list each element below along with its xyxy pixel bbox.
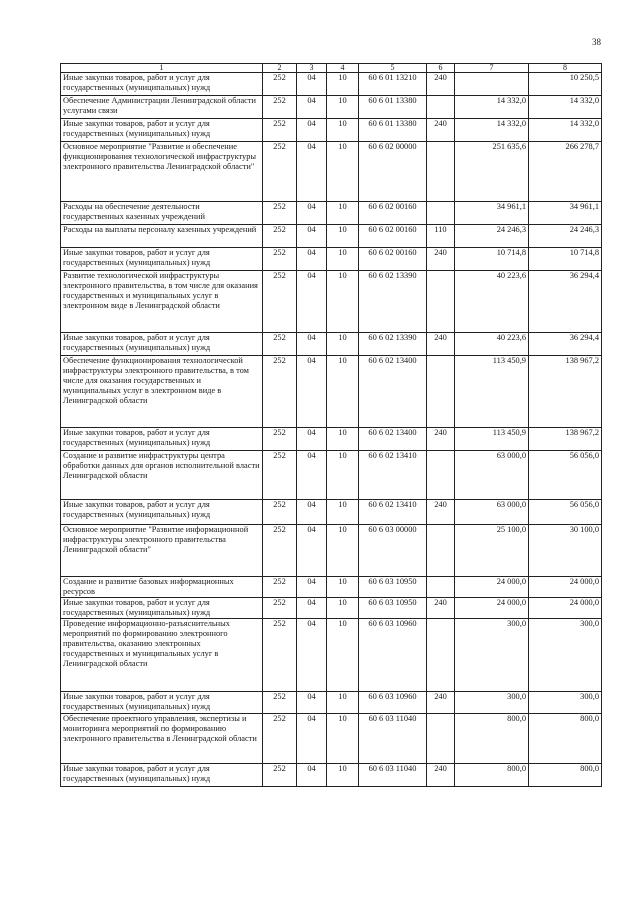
code-section: 04 bbox=[297, 428, 327, 451]
code-expense-type bbox=[427, 577, 455, 598]
amount-year-2: 800,0 bbox=[529, 764, 602, 787]
code-ministry: 252 bbox=[263, 764, 297, 787]
code-section: 04 bbox=[297, 119, 327, 142]
code-expense-type bbox=[427, 142, 455, 202]
code-expense-type: 240 bbox=[427, 692, 455, 714]
row-description: Иные закупки товаров, работ и услуг для государственных (муниципальных) нужд bbox=[61, 500, 263, 525]
table-row bbox=[61, 428, 602, 451]
code-expense-type: 110 bbox=[427, 225, 455, 248]
column-header: 6 bbox=[427, 64, 455, 73]
code-expense-type: 240 bbox=[427, 73, 455, 96]
code-ministry: 252 bbox=[263, 619, 297, 692]
code-target-article: 60 6 02 13400 bbox=[359, 356, 427, 428]
code-expense-type bbox=[427, 525, 455, 577]
amount-year-1: 113 450,9 bbox=[455, 356, 529, 428]
code-target-article: 60 6 03 00000 bbox=[359, 525, 427, 577]
code-ministry: 252 bbox=[263, 451, 297, 500]
column-header: 7 bbox=[455, 64, 529, 73]
code-target-article: 60 6 02 13410 bbox=[359, 451, 427, 500]
row-description: Расходы на выплаты персоналу казенных учреждений bbox=[61, 225, 263, 248]
code-section: 04 bbox=[297, 451, 327, 500]
code-section: 04 bbox=[297, 96, 327, 119]
row-description: Создание и развитие базовых информационных ресурсов bbox=[61, 577, 263, 598]
table-row bbox=[61, 619, 602, 692]
row-description: Основное мероприятие "Развитие и обеспечение функционирования технологической инфраструктуры электронного правительства Ленинградской области" bbox=[61, 142, 263, 202]
code-subsection: 10 bbox=[327, 714, 359, 764]
amount-year-1: 10 714,8 bbox=[455, 248, 529, 271]
code-expense-type: 240 bbox=[427, 428, 455, 451]
code-subsection: 10 bbox=[327, 500, 359, 525]
code-subsection: 10 bbox=[327, 525, 359, 577]
code-ministry: 252 bbox=[263, 525, 297, 577]
table-body bbox=[61, 73, 602, 787]
code-target-article: 60 6 02 00160 bbox=[359, 202, 427, 225]
amount-year-2: 14 332,0 bbox=[529, 96, 602, 119]
code-subsection: 10 bbox=[327, 225, 359, 248]
amount-year-2: 56 056,0 bbox=[529, 451, 602, 500]
code-subsection: 10 bbox=[327, 142, 359, 202]
amount-year-1: 40 223,6 bbox=[455, 271, 529, 333]
amount-year-1: 14 332,0 bbox=[455, 119, 529, 142]
code-expense-type bbox=[427, 271, 455, 333]
amount-year-2: 300,0 bbox=[529, 619, 602, 692]
code-expense-type: 240 bbox=[427, 333, 455, 356]
code-ministry: 252 bbox=[263, 598, 297, 619]
amount-year-1: 300,0 bbox=[455, 619, 529, 692]
row-description: Обеспечение Администрации Ленинградской области услугами связи bbox=[61, 96, 263, 119]
budget-table bbox=[60, 63, 602, 787]
code-subsection: 10 bbox=[327, 271, 359, 333]
code-target-article: 60 6 03 10950 bbox=[359, 577, 427, 598]
row-description: Обеспечение проектного управления, экспертизы и мониторинга мероприятий по формированию электронного правительства в Ленинградской области bbox=[61, 714, 263, 764]
code-expense-type bbox=[427, 714, 455, 764]
code-ministry: 252 bbox=[263, 428, 297, 451]
column-header: 1 bbox=[61, 64, 263, 73]
code-subsection: 10 bbox=[327, 598, 359, 619]
row-description: Иные закупки товаров, работ и услуг для государственных (муниципальных) нужд bbox=[61, 764, 263, 787]
amount-year-2: 10 250,5 bbox=[529, 73, 602, 96]
amount-year-2: 24 000,0 bbox=[529, 577, 602, 598]
code-expense-type bbox=[427, 619, 455, 692]
code-subsection: 10 bbox=[327, 333, 359, 356]
code-subsection: 10 bbox=[327, 451, 359, 500]
code-section: 04 bbox=[297, 500, 327, 525]
code-subsection: 10 bbox=[327, 356, 359, 428]
amount-year-1: 40 223,6 bbox=[455, 333, 529, 356]
code-section: 04 bbox=[297, 356, 327, 428]
amount-year-1: 63 000,0 bbox=[455, 451, 529, 500]
code-target-article: 60 6 03 10960 bbox=[359, 619, 427, 692]
code-ministry: 252 bbox=[263, 142, 297, 202]
table-row bbox=[61, 500, 602, 525]
code-subsection: 10 bbox=[327, 248, 359, 271]
amount-year-1: 24 000,0 bbox=[455, 577, 529, 598]
code-expense-type: 240 bbox=[427, 764, 455, 787]
table-row bbox=[61, 764, 602, 787]
amount-year-2: 266 278,7 bbox=[529, 142, 602, 202]
table-row bbox=[61, 356, 602, 428]
code-section: 04 bbox=[297, 598, 327, 619]
amount-year-2: 300,0 bbox=[529, 692, 602, 714]
table-header-row bbox=[61, 64, 602, 73]
table-row bbox=[61, 577, 602, 598]
table-row bbox=[61, 96, 602, 119]
row-description: Иные закупки товаров, работ и услуг для государственных (муниципальных) нужд bbox=[61, 73, 263, 96]
code-target-article: 60 6 01 13210 bbox=[359, 73, 427, 96]
table-row bbox=[61, 225, 602, 248]
amount-year-2: 14 332,0 bbox=[529, 119, 602, 142]
row-description: Обеспечение функционирования технологической инфраструктуры электронного правительства, в том числе для оказания государственных и муниципальных услуг в электронном виде в Ленинградской области bbox=[61, 356, 263, 428]
table-row bbox=[61, 271, 602, 333]
code-subsection: 10 bbox=[327, 428, 359, 451]
table-row bbox=[61, 119, 602, 142]
row-description: Иные закупки товаров, работ и услуг для государственных (муниципальных) нужд bbox=[61, 119, 263, 142]
code-section: 04 bbox=[297, 142, 327, 202]
code-section: 04 bbox=[297, 692, 327, 714]
amount-year-2: 56 056,0 bbox=[529, 500, 602, 525]
code-expense-type bbox=[427, 202, 455, 225]
amount-year-1: 34 961,1 bbox=[455, 202, 529, 225]
code-target-article: 60 6 03 10960 bbox=[359, 692, 427, 714]
code-section: 04 bbox=[297, 577, 327, 598]
code-subsection: 10 bbox=[327, 96, 359, 119]
amount-year-1: 63 000,0 bbox=[455, 500, 529, 525]
column-header: 2 bbox=[263, 64, 297, 73]
amount-year-2: 138 967,2 bbox=[529, 356, 602, 428]
row-description: Иные закупки товаров, работ и услуг для государственных (муниципальных) нужд bbox=[61, 692, 263, 714]
amount-year-2: 36 294,4 bbox=[529, 333, 602, 356]
code-target-article: 60 6 03 10950 bbox=[359, 598, 427, 619]
code-target-article: 60 6 03 11040 bbox=[359, 764, 427, 787]
code-target-article: 60 6 02 13390 bbox=[359, 271, 427, 333]
code-expense-type bbox=[427, 356, 455, 428]
code-section: 04 bbox=[297, 714, 327, 764]
code-expense-type: 240 bbox=[427, 598, 455, 619]
code-ministry: 252 bbox=[263, 500, 297, 525]
code-section: 04 bbox=[297, 248, 327, 271]
amount-year-1: 251 635,6 bbox=[455, 142, 529, 202]
row-description: Иные закупки товаров, работ и услуг для государственных (муниципальных) нужд bbox=[61, 428, 263, 451]
amount-year-2: 24 000,0 bbox=[529, 598, 602, 619]
row-description: Расходы на обеспечение деятельности государственных казенных учреждений bbox=[61, 202, 263, 225]
code-subsection: 10 bbox=[327, 202, 359, 225]
column-header: 4 bbox=[327, 64, 359, 73]
code-expense-type bbox=[427, 451, 455, 500]
row-description: Проведение информационно-разъяснительных мероприятий по формированию электронного правительства, оказанию электронных государственных и муниципальных услуг в Ленинградской области bbox=[61, 619, 263, 692]
table-row bbox=[61, 692, 602, 714]
code-section: 04 bbox=[297, 525, 327, 577]
code-section: 04 bbox=[297, 619, 327, 692]
column-header: 5 bbox=[359, 64, 427, 73]
row-description: Иные закупки товаров, работ и услуг для государственных (муниципальных) нужд bbox=[61, 598, 263, 619]
code-target-article: 60 6 01 13380 bbox=[359, 119, 427, 142]
code-ministry: 252 bbox=[263, 119, 297, 142]
amount-year-2: 138 967,2 bbox=[529, 428, 602, 451]
code-expense-type: 240 bbox=[427, 248, 455, 271]
amount-year-1: 14 332,0 bbox=[455, 96, 529, 119]
code-section: 04 bbox=[297, 271, 327, 333]
amount-year-1 bbox=[455, 73, 529, 96]
amount-year-2: 36 294,4 bbox=[529, 271, 602, 333]
amount-year-1: 800,0 bbox=[455, 714, 529, 764]
amount-year-1: 113 450,9 bbox=[455, 428, 529, 451]
amount-year-2: 10 714,8 bbox=[529, 248, 602, 271]
code-target-article: 60 6 02 13410 bbox=[359, 500, 427, 525]
code-subsection: 10 bbox=[327, 619, 359, 692]
row-description: Иные закупки товаров, работ и услуг для государственных (муниципальных) нужд bbox=[61, 333, 263, 356]
code-ministry: 252 bbox=[263, 73, 297, 96]
code-ministry: 252 bbox=[263, 225, 297, 248]
code-ministry: 252 bbox=[263, 714, 297, 764]
code-target-article: 60 6 01 13380 bbox=[359, 96, 427, 119]
table-row bbox=[61, 451, 602, 500]
code-ministry: 252 bbox=[263, 271, 297, 333]
row-description: Основное мероприятие "Развитие информационной инфраструктуры электронного правительства Ленинградской области" bbox=[61, 525, 263, 577]
page-number: 38 bbox=[592, 37, 601, 47]
code-ministry: 252 bbox=[263, 202, 297, 225]
amount-year-2: 24 246,3 bbox=[529, 225, 602, 248]
row-description: Иные закупки товаров, работ и услуг для государственных (муниципальных) нужд bbox=[61, 248, 263, 271]
code-target-article: 60 6 03 11040 bbox=[359, 714, 427, 764]
table-row bbox=[61, 202, 602, 225]
row-description: Создание и развитие инфраструктуры центра обработки данных для органов исполнительной власти Ленинградской области bbox=[61, 451, 263, 500]
amount-year-1: 300,0 bbox=[455, 692, 529, 714]
row-description: Развитие технологической инфраструктуры электронного правительства, в том числе для оказания государственных и муниципальных услуг в электронном виде в Ленинградской области bbox=[61, 271, 263, 333]
code-section: 04 bbox=[297, 333, 327, 356]
code-subsection: 10 bbox=[327, 764, 359, 787]
amount-year-1: 24 000,0 bbox=[455, 598, 529, 619]
table-row bbox=[61, 142, 602, 202]
amount-year-1: 25 100,0 bbox=[455, 525, 529, 577]
amount-year-2: 34 961,1 bbox=[529, 202, 602, 225]
code-section: 04 bbox=[297, 764, 327, 787]
code-ministry: 252 bbox=[263, 248, 297, 271]
code-subsection: 10 bbox=[327, 692, 359, 714]
code-expense-type: 240 bbox=[427, 119, 455, 142]
code-ministry: 252 bbox=[263, 333, 297, 356]
table-row bbox=[61, 714, 602, 764]
code-target-article: 60 6 02 13400 bbox=[359, 428, 427, 451]
amount-year-2: 30 100,0 bbox=[529, 525, 602, 577]
code-ministry: 252 bbox=[263, 577, 297, 598]
column-header: 8 bbox=[529, 64, 602, 73]
amount-year-1: 800,0 bbox=[455, 764, 529, 787]
code-section: 04 bbox=[297, 202, 327, 225]
code-section: 04 bbox=[297, 73, 327, 96]
code-ministry: 252 bbox=[263, 96, 297, 119]
table-row bbox=[61, 73, 602, 96]
table-row bbox=[61, 525, 602, 577]
code-expense-type bbox=[427, 96, 455, 119]
table-row bbox=[61, 248, 602, 271]
code-ministry: 252 bbox=[263, 356, 297, 428]
code-target-article: 60 6 02 00160 bbox=[359, 248, 427, 271]
amount-year-1: 24 246,3 bbox=[455, 225, 529, 248]
code-subsection: 10 bbox=[327, 577, 359, 598]
code-target-article: 60 6 02 00160 bbox=[359, 225, 427, 248]
code-subsection: 10 bbox=[327, 119, 359, 142]
table-row bbox=[61, 598, 602, 619]
table-row bbox=[61, 333, 602, 356]
code-section: 04 bbox=[297, 225, 327, 248]
code-target-article: 60 6 02 13390 bbox=[359, 333, 427, 356]
code-target-article: 60 6 02 00000 bbox=[359, 142, 427, 202]
amount-year-2: 800,0 bbox=[529, 714, 602, 764]
code-subsection: 10 bbox=[327, 73, 359, 96]
code-expense-type: 240 bbox=[427, 500, 455, 525]
column-header: 3 bbox=[297, 64, 327, 73]
code-ministry: 252 bbox=[263, 692, 297, 714]
